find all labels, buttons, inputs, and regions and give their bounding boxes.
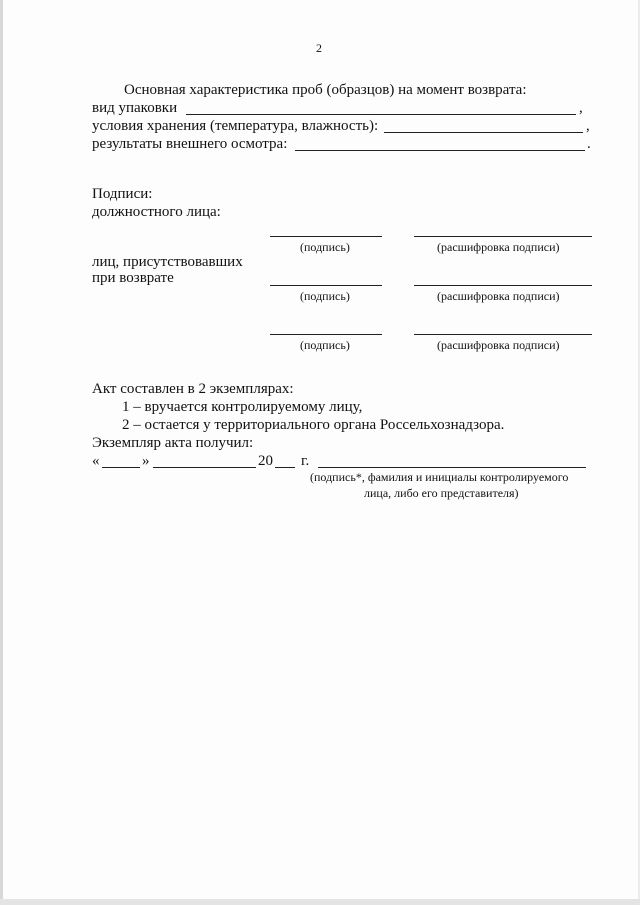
packaging-comma: ,: [579, 100, 583, 116]
page-number: 2: [316, 41, 322, 55]
inspection-field[interactable]: [295, 150, 585, 151]
present-label-line2: при возврате: [92, 270, 174, 286]
official-decode-caption: (расшифровка подписи): [437, 240, 560, 254]
present2-signature-caption: (подпись): [300, 338, 350, 352]
present1-decode-line[interactable]: [414, 285, 592, 286]
date-year-prefix: 20: [258, 453, 273, 469]
copies-intro: Акт составлен в 2 экземплярах:: [92, 381, 294, 397]
present1-signature-line[interactable]: [270, 285, 382, 286]
official-signature-line[interactable]: [270, 236, 382, 237]
storage-field[interactable]: [384, 132, 583, 133]
recipient-caption-line2: лица, либо его представителя): [364, 486, 519, 500]
storage-label: условия хранения (температура, влажность):: [92, 118, 379, 134]
copies-item-1: 1 – вручается контролируемому лицу,: [122, 399, 363, 415]
inspection-period: .: [587, 136, 591, 152]
page-left-edge: [0, 0, 3, 905]
date-year-suffix: г.: [301, 453, 310, 469]
characteristics-heading: Основная характеристика проб (образцов) на момент возврата:: [124, 82, 527, 98]
signatures-title: Подписи:: [92, 186, 153, 202]
official-decode-line[interactable]: [414, 236, 592, 237]
copies-received: Экземпляр акта получил:: [92, 435, 254, 451]
date-open-quote: «: [92, 453, 100, 469]
packaging-field[interactable]: [186, 114, 576, 115]
date-year-field[interactable]: [275, 467, 295, 468]
present1-decode-caption: (расшифровка подписи): [437, 289, 560, 303]
page-bottom-edge: [0, 899, 640, 905]
date-close-quote: »: [142, 453, 150, 469]
present1-signature-caption: (подпись): [300, 289, 350, 303]
inspection-label: результаты внешнего осмотра:: [92, 136, 288, 152]
copies-item-2: 2 – остается у территориального органа Россельхознадзора.: [122, 417, 505, 433]
official-label: должностного лица:: [92, 204, 221, 220]
present2-signature-line[interactable]: [270, 334, 382, 335]
date-day-field[interactable]: [102, 467, 140, 468]
recipient-signature-field[interactable]: [318, 467, 586, 468]
recipient-caption-line1: (подпись*, фамилия и инициалы контролируемого: [310, 470, 569, 484]
present2-decode-line[interactable]: [414, 334, 592, 335]
packaging-label: вид упаковки: [92, 100, 178, 116]
present2-decode-caption: (расшифровка подписи): [437, 338, 560, 352]
official-signature-caption: (подпись): [300, 240, 350, 254]
present-label-line1: лиц, присутствовавших: [92, 254, 243, 270]
storage-comma: ,: [586, 118, 590, 134]
date-month-field[interactable]: [153, 467, 256, 468]
